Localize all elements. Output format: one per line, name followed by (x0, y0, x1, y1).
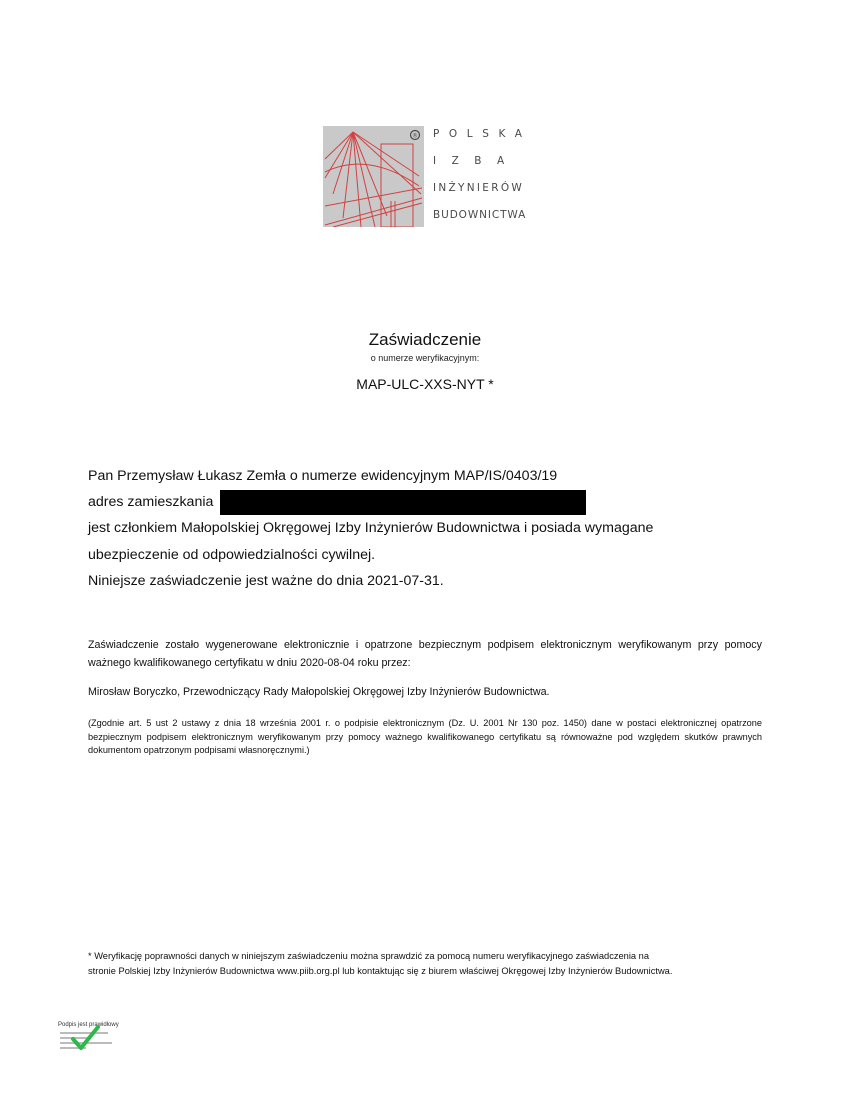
signature-valid-stamp[interactable] (58, 1022, 128, 1058)
membership-line: jest członkiem Małopolskiej Okręgowej Izby Inżynierów Budownictwa i posiada wymagane (88, 520, 654, 536)
member-identity-line: Pan Przemysław Łukasz Zemła o numerze ewidencyjnym MAP/IS/0403/19 (88, 468, 558, 484)
signer-line: Mirosław Boryczko, Przewodniczący Rady Małopolskiej Okręgowej Izby Inżynierów Budownictwa. (88, 686, 550, 698)
document-subtitle: o numerze weryfikacyjnym: (370, 353, 480, 363)
electronic-signature-paragraph: Zaświadczenie zostało wygenerowane elektronicznie i opatrzone bezpiecznym podpisem elektronicznym weryfikowanym przy pomocy ważnego kwalifikowanego certyfikatu w dniu 2020-08-04 roku przez: (88, 639, 762, 669)
logo-line-inzynierow: INŻYNIERÓW (433, 182, 525, 194)
legal-note: (Zgodnie art. 5 ust 2 ustawy z dnia 18 września 2001 r. o podpisie elektronicznym (Dz. U. 2001 Nr 130 poz. 1450) dane w postaci elektronicznej opatrzone bezpiecznym podpisem elektronicznym weryfikowanym przy pomocy ważnego kwalifikowanego certyfikatu są równoważne pod względem skutków prawnych dokumentom opatrzonym podpisami własnoręcznymi.) (88, 718, 762, 755)
footnote-line-1: * Weryfikację poprawności danych w niniejszym zaświadczeniu można sprawdzić za pomocą numeru weryfikacyjnego zaświadczenia na (88, 951, 649, 961)
piib-logo-mark (323, 126, 424, 227)
validity-line: Niniejsze zaświadczenie jest ważne do dnia 2021-07-31. (88, 573, 444, 589)
document-title: Zaświadczenie (368, 330, 482, 349)
bridge-emblem-icon (323, 126, 424, 227)
address-redaction-box (220, 490, 586, 515)
logo-line-budownictwa: BUDOWNICTWA (433, 209, 527, 221)
stamp-header: Podpis jest prawidłowy (58, 1022, 119, 1028)
logo-line-polska: POLSKA (433, 128, 532, 140)
address-label: adres zamieszkania (88, 494, 214, 510)
footnote-line-2: stronie Polskiej Izby Inżynierów Budownictwa www.piib.org.pl lub kontaktując się z biurem właściwej Okręgowej Izby Inżynierów Budownictwa. (88, 966, 673, 976)
checkmark-icon (70, 1024, 100, 1052)
logo-line-izba: IZBA (433, 155, 520, 167)
verification-code: MAP-ULC-XXS-NYT * (356, 376, 494, 392)
insurance-line: ubezpieczenie od odpowiedzialności cywilnej. (88, 547, 376, 563)
svg-text:®: ® (412, 132, 418, 140)
